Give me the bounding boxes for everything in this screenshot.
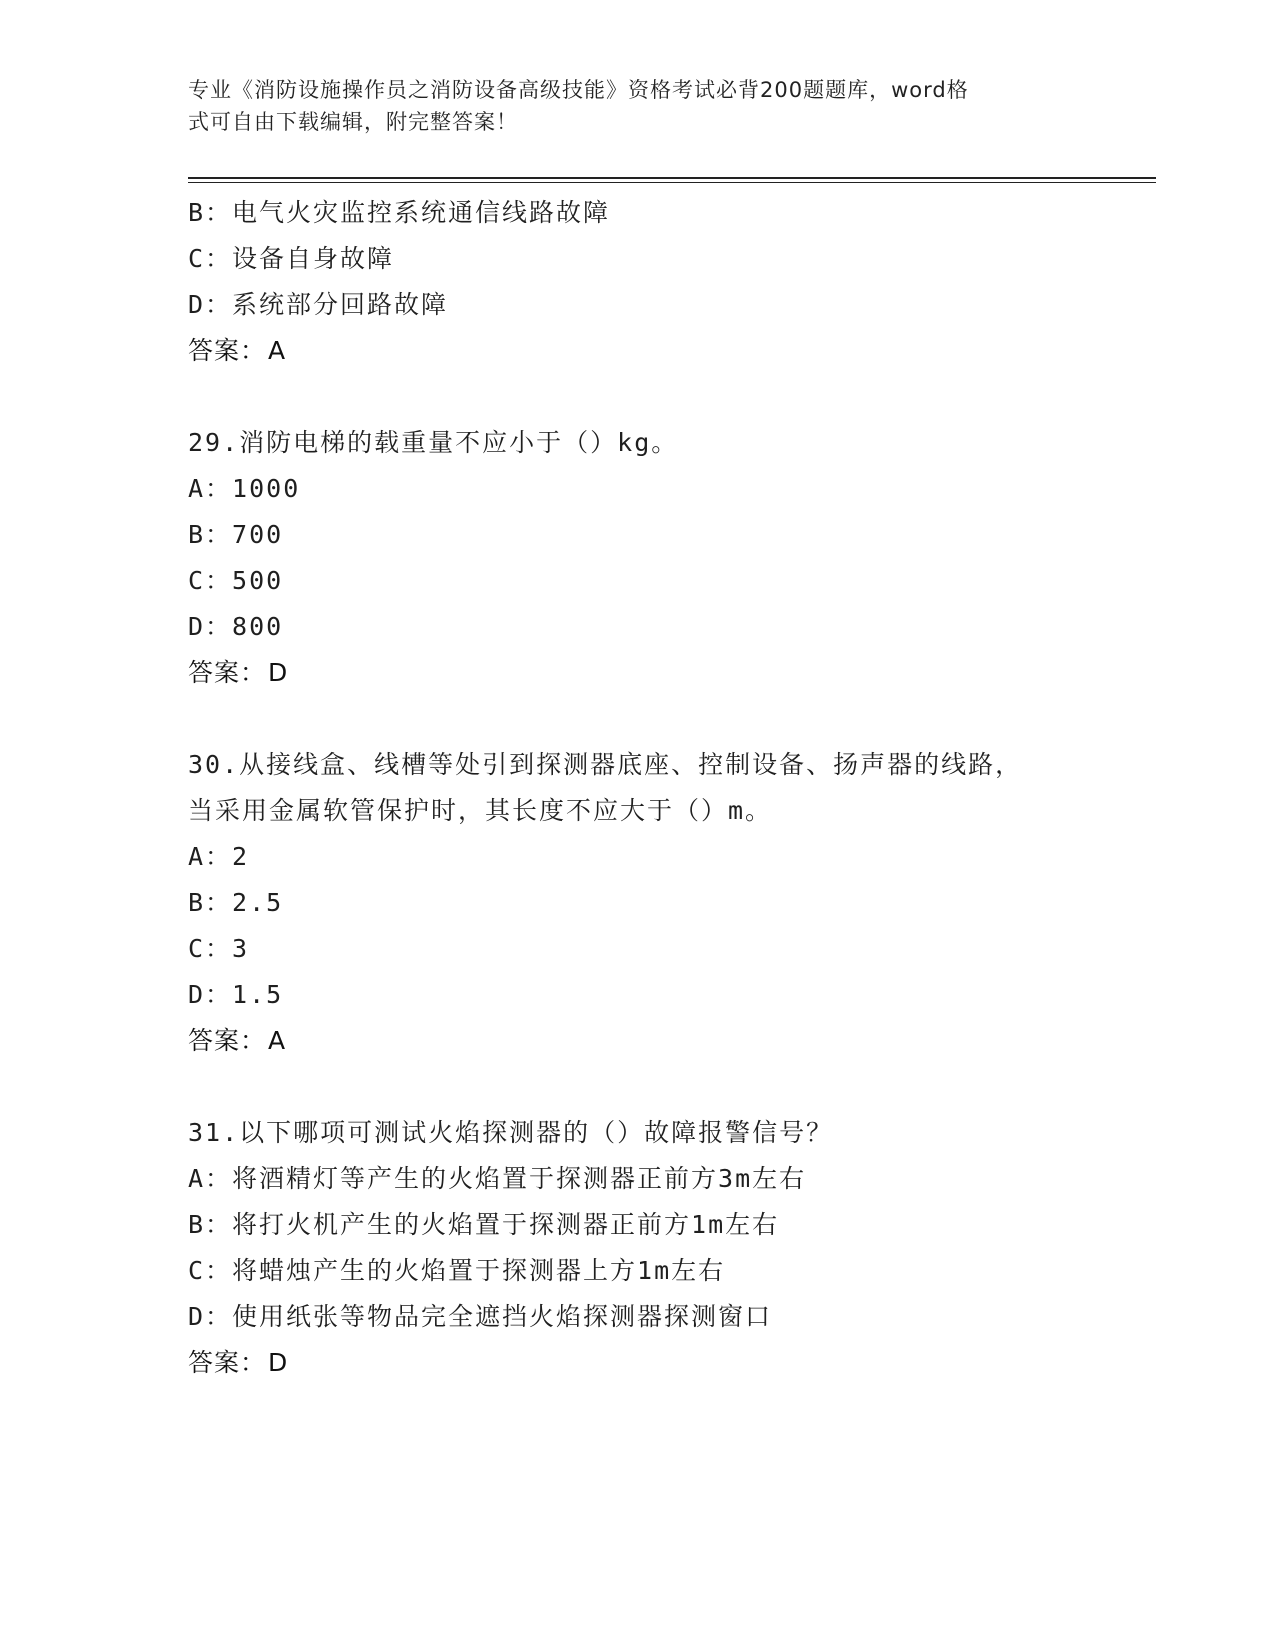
option-a: A：2 (188, 842, 250, 871)
header-rule-thick (188, 177, 1156, 179)
answer-value: A (268, 336, 287, 365)
option-c: C：3 (188, 934, 250, 963)
spacer (188, 696, 1148, 742)
answer-value: D (268, 1348, 289, 1377)
option-c: C：设备自身故障 (188, 244, 395, 273)
option-d: D：1.5 (188, 980, 284, 1009)
question-stem: 29.消防电梯的载重量不应小于（）kg。 (188, 428, 679, 457)
question-stem: 30.从接线盒、线槽等处引到探测器底座、控制设备、扬声器的线路， (188, 750, 1023, 779)
header-line-1: 专业《消防设施操作员之消防设备高级技能》资格考试必背200题题库，word格 (188, 78, 969, 102)
option-d: D：系统部分回路故障 (188, 290, 449, 319)
option-a: A：将酒精灯等产生的火焰置于探测器正前方3m左右 (188, 1164, 807, 1193)
answer-value: A (268, 1026, 287, 1055)
question-stem-continued: 当采用金属软管保护时，其长度不应大于（）m。 (188, 796, 773, 825)
question-28-continued (188, 190, 1148, 374)
option-b: B：2.5 (188, 888, 284, 917)
document-header (188, 74, 1068, 138)
answer-value: D (268, 658, 289, 687)
option-c: C：500 (188, 566, 284, 595)
question-30 (188, 742, 1148, 1064)
option-d: D：使用纸张等物品完全遮挡火焰探测器探测窗口 (188, 1302, 773, 1331)
answer-label: 答案： (188, 1026, 267, 1055)
header-rule-thin (188, 182, 1156, 183)
question-31 (188, 1110, 1148, 1386)
answer-line (188, 328, 1148, 374)
spacer (188, 374, 1148, 420)
option-d: D：800 (188, 612, 284, 641)
answer-line (188, 650, 1148, 696)
option-b: B：将打火机产生的火焰置于探测器正前方1m左右 (188, 1210, 780, 1239)
answer-line (188, 1018, 1148, 1064)
question-stem: 31.以下哪项可测试火焰探测器的（）故障报警信号？ (188, 1118, 834, 1147)
answer-label: 答案： (188, 658, 267, 687)
spacer (188, 1064, 1148, 1110)
answer-line (188, 1340, 1148, 1386)
question-29 (188, 420, 1148, 696)
question-list (188, 190, 1148, 1386)
option-a: A：1000 (188, 474, 301, 503)
header-line-2: 式可自由下载编辑，附完整答案！ (188, 110, 518, 134)
option-c: C：将蜡烛产生的火焰置于探测器上方1m左右 (188, 1256, 726, 1285)
option-b: B：电气火灾监控系统通信线路故障 (188, 198, 611, 227)
option-b: B：700 (188, 520, 284, 549)
answer-label: 答案： (188, 1348, 267, 1377)
answer-label: 答案： (188, 336, 267, 365)
